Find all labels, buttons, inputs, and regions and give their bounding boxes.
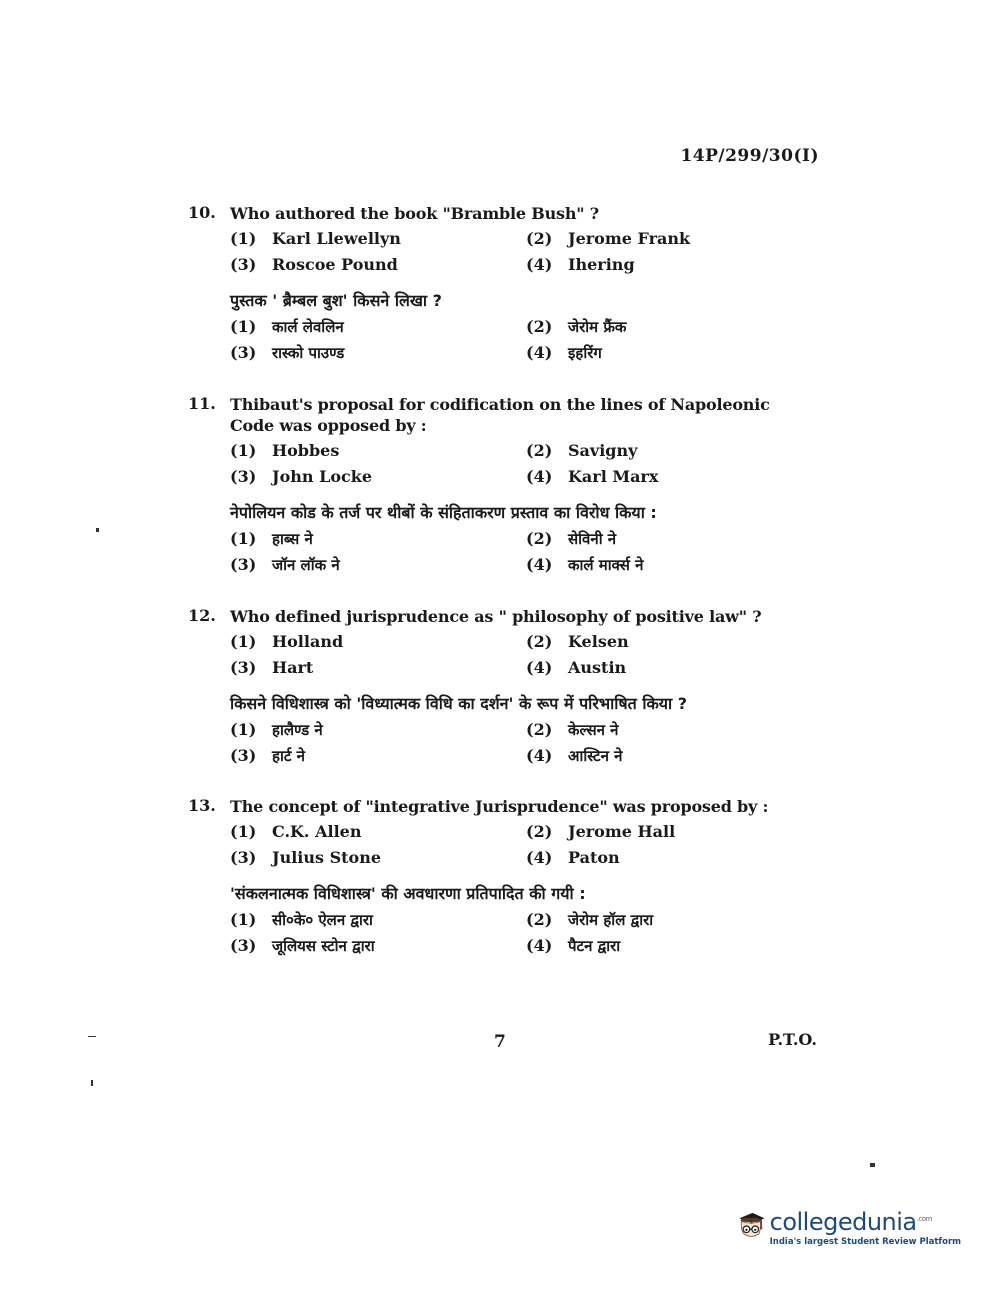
brand-name: collegedunia$^{.com}$ (769, 1207, 932, 1236)
question-text-en: Thibaut's proposal for codification on the lines of Napoleonic Code was opposed by : (230, 395, 770, 435)
options-en (230, 631, 818, 679)
option-2: (2) सेविनी ने (526, 529, 617, 548)
option-4: (4) Paton (526, 848, 620, 867)
question-number: 13. (188, 796, 216, 815)
option-4: (4) Karl Marx (526, 467, 659, 486)
options-hi (230, 316, 818, 364)
option-3: (3) हार्ट ने (230, 746, 305, 765)
question-10 (188, 203, 818, 364)
option-3: (3) रास्को पाउण्ड (230, 343, 345, 362)
option-4: (4) Ihering (526, 255, 635, 274)
page-number: 7 (494, 1032, 506, 1052)
option-1: (1) Holland (230, 632, 344, 651)
question-text-en: Who authored the book "Bramble Bush" ? (230, 204, 599, 223)
option-1: (1) Karl Llewellyn (230, 229, 401, 248)
question-number: 10. (188, 203, 216, 222)
logo-text (770, 1206, 961, 1247)
question-number: 12. (188, 606, 216, 625)
option-2: (2) जेरोम हॉल द्वारा (526, 910, 654, 929)
paper-code: 14P/299/30(I) (680, 146, 819, 166)
option-3: (3) John Locke (230, 467, 373, 486)
student-mascot-icon (736, 1198, 766, 1254)
scan-speck (91, 1080, 93, 1086)
scan-speck (870, 1163, 875, 1167)
option-2: (2) Kelsen (526, 632, 629, 651)
option-2: (2) Jerome Hall (526, 822, 676, 841)
option-4: (4) पैटन द्वारा (526, 936, 621, 955)
scan-speck (96, 528, 99, 532)
question-text-hi: किसने विधिशास्त्र को 'विध्यात्मक विधि का दर्शन' के रूप में परिभाषित किया ? (230, 694, 688, 713)
question-text-hi: नेपोलियन कोड के तर्ज पर थीबों के संहिताकरण प्रस्ताव का विरोध किया : (230, 503, 657, 522)
options-hi (230, 719, 818, 767)
scan-speck (88, 1036, 96, 1037)
option-3: (3) जॉन लॉक ने (230, 555, 340, 574)
question-13 (188, 796, 818, 957)
brand-tagline: India's largest Student Review Platform (769, 1236, 961, 1247)
option-2: (2) जेरोम फ्रैंक (526, 317, 627, 336)
question-text-en: The concept of "integrative Jurisprudence" was proposed by : (230, 797, 769, 816)
option-3: (3) Roscoe Pound (230, 255, 398, 274)
question-11 (188, 394, 818, 576)
option-3: (3) Julius Stone (230, 848, 381, 867)
options-hi (230, 528, 818, 576)
collegedunia-logo (736, 1196, 961, 1256)
question-12 (188, 606, 818, 767)
question-text-hi: पुस्तक ' ब्रैम्बल बुश' किसने लिखा ? (230, 291, 442, 310)
option-1: (1) हालैण्ड ने (230, 720, 323, 739)
option-2: (2) Savigny (526, 441, 638, 460)
question-text-hi: 'संकलनात्मक विधिशास्त्र' की अवधारणा प्रतिपादित की गयी : (230, 884, 586, 903)
option-1: (1) C.K. Allen (230, 822, 362, 841)
option-2: (2) Jerome Frank (526, 229, 691, 248)
option-3: (3) जूलियस स्टोन द्वारा (230, 936, 375, 955)
question-number: 11. (188, 394, 216, 413)
option-3: (3) Hart (230, 658, 314, 677)
option-4: (4) कार्ल मार्क्स ने (526, 555, 644, 574)
option-1: (1) Hobbes (230, 441, 340, 460)
options-en (230, 821, 818, 869)
options-en (230, 440, 818, 488)
option-1: (1) सी०के० ऐलन द्वारा (230, 910, 373, 929)
option-1: (1) कार्ल लेवलिन (230, 317, 344, 336)
question-text-en: Who defined jurisprudence as " philosophy of positive law" ? (230, 607, 762, 626)
option-4: (4) आस्टिन ने (526, 746, 623, 765)
option-4: (4) Austin (526, 658, 627, 677)
options-en (230, 228, 818, 276)
option-4: (4) इहरिंग (526, 343, 602, 362)
pto-label: P.T.O. (768, 1030, 817, 1049)
option-1: (1) हाब्स ने (230, 529, 313, 548)
options-hi (230, 909, 818, 957)
option-2: (2) केल्सन ने (526, 720, 619, 739)
